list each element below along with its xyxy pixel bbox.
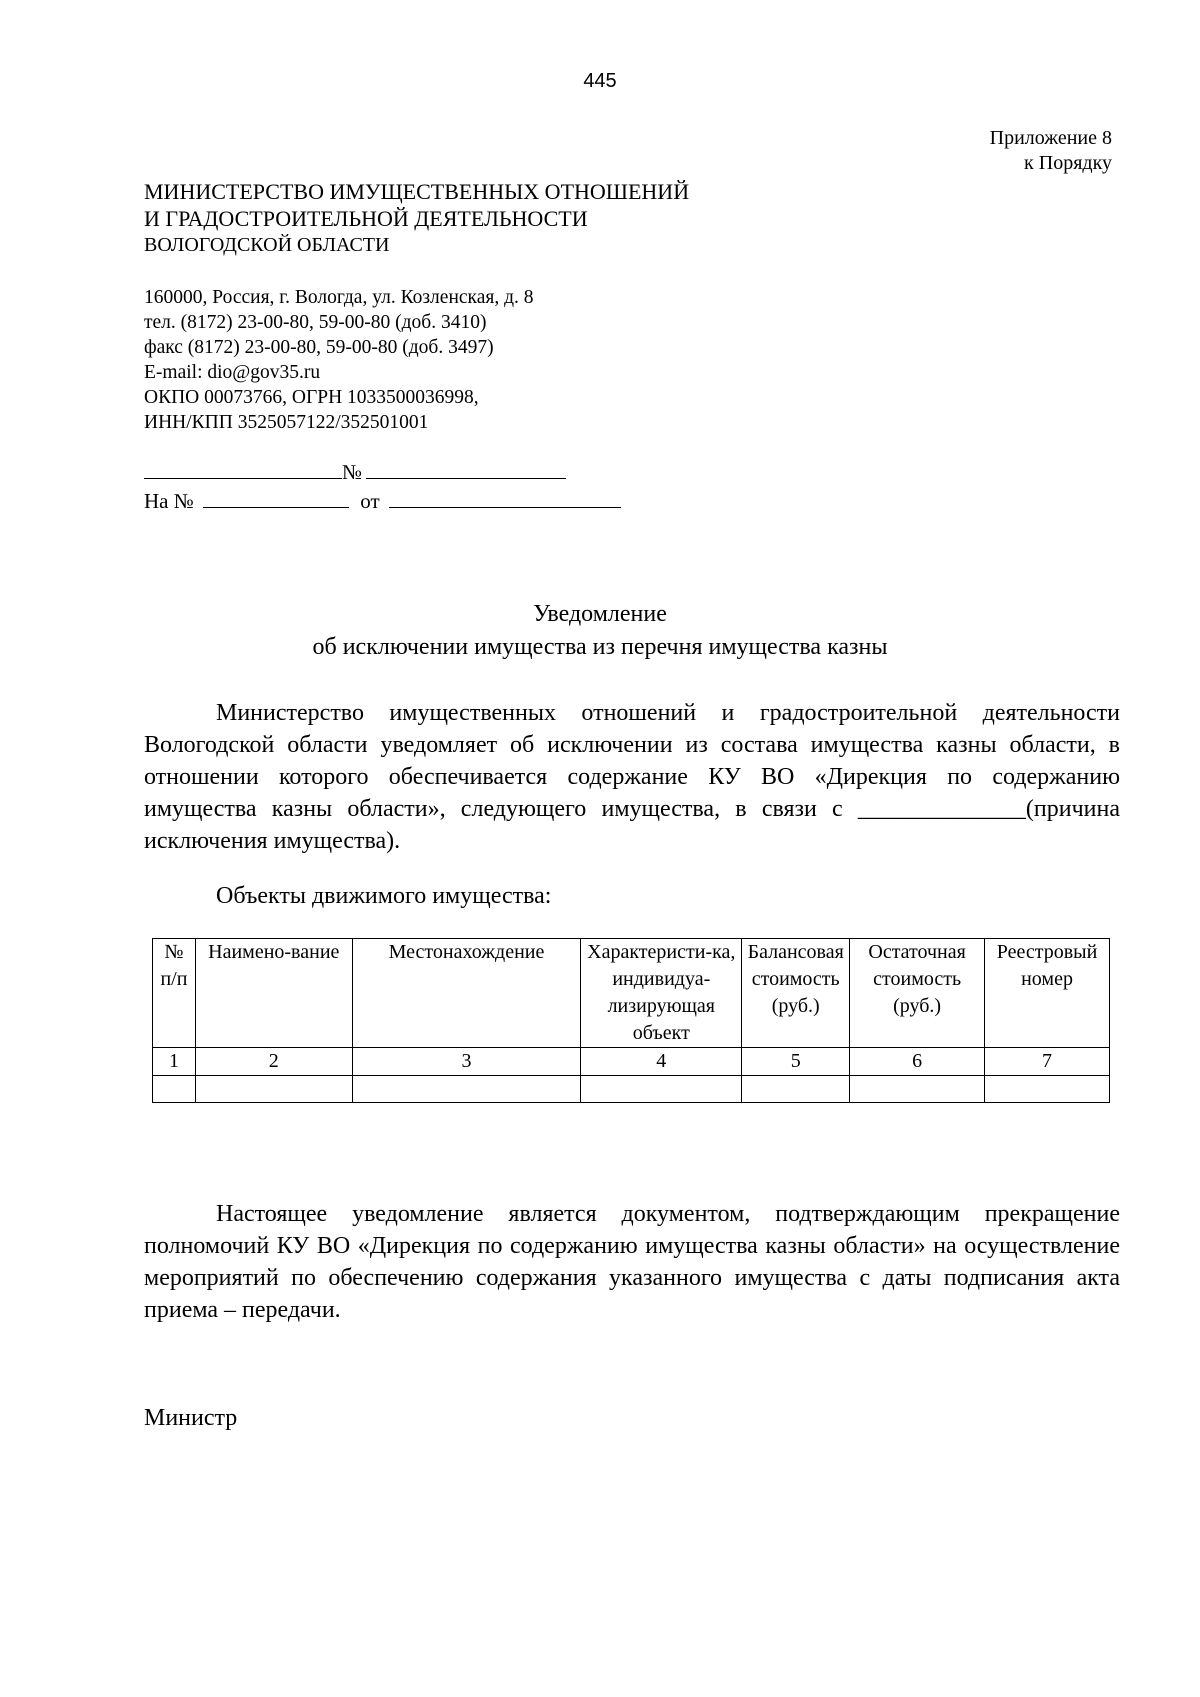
number-blank xyxy=(366,460,566,479)
signature-label: Министр xyxy=(144,1405,238,1431)
header-characteristics: Характеристи-ка, индивидуа-лизирующая объект xyxy=(581,939,742,1048)
title-line-2: об исключении имущества из перечня имущества казны xyxy=(312,634,888,660)
column-number: 4 xyxy=(581,1048,742,1076)
table-cell xyxy=(850,1076,985,1103)
outgoing-number-line xyxy=(144,460,566,484)
table-column-numbers-row xyxy=(153,1048,1110,1076)
title-line-1: Уведомление xyxy=(533,601,667,627)
column-number: 6 xyxy=(850,1048,985,1076)
appendix-note xyxy=(990,126,1112,176)
ministry-line-2: И ГРАДОСТРОИТЕЛЬНОЙ ДЕЯТЕЛЬНОСТИ xyxy=(144,206,588,231)
objects-heading: Объекты движимого имущества: xyxy=(216,883,552,909)
header-book-value: Балансовая стоимость (руб.) xyxy=(742,939,850,1048)
ministry-header xyxy=(144,178,689,259)
na-label: На № xyxy=(144,489,194,513)
table-cell xyxy=(153,1076,196,1103)
contact-phone: тел. (8172) 23-00-80, 59-00-80 (доб. 3410) xyxy=(144,312,487,333)
contact-email: E-mail: dio@gov35.ru xyxy=(144,362,321,383)
appendix-line-1: Приложение 8 xyxy=(989,127,1112,149)
header-registry-number: Реестровый номер xyxy=(985,939,1110,1048)
column-number: 1 xyxy=(153,1048,196,1076)
incoming-number-blank xyxy=(203,489,349,508)
number-sign: № xyxy=(342,460,363,484)
reason-hint: (причина исключения имущества). xyxy=(144,796,1120,854)
from-label: от xyxy=(360,489,380,513)
table-cell xyxy=(195,1076,352,1103)
paragraph-main-text: Министерство имущественных отношений и градостроительной деятельности Вологодской области уведомляет об исключении из состава имущества казны области, в отношении которого обеспечивается содержание КУ ВО «Дирекция по содержанию имущества казны области», следующего имущества, в связи с xyxy=(144,700,1120,822)
table-cell xyxy=(985,1076,1110,1103)
table-cell xyxy=(581,1076,742,1103)
incoming-reference-line xyxy=(144,489,621,513)
header-name: Наимено-вание xyxy=(195,939,352,1048)
page-number: 445 xyxy=(583,70,617,92)
contact-address: 160000, Россия, г. Вологда, ул. Козленская, д. 8 xyxy=(144,287,534,308)
header-residual-value: Остаточная стоимость (руб.) xyxy=(850,939,985,1048)
movable-property-table xyxy=(152,938,1110,1103)
appendix-line-2: к Порядку xyxy=(1024,152,1112,174)
contact-fax: факс (8172) 23-00-80, 59-00-80 (доб. 3497) xyxy=(144,337,494,358)
header-number: № п/п xyxy=(153,939,196,1048)
header-location: Местонахождение xyxy=(352,939,581,1048)
column-number: 3 xyxy=(352,1048,581,1076)
ministry-line-3: ВОЛОГОДСКОЙ ОБЛАСТИ xyxy=(144,234,390,256)
incoming-date-blank xyxy=(389,489,621,508)
reason-blank: ______________ xyxy=(857,796,1026,822)
notification-paragraph xyxy=(144,697,1120,857)
column-number: 2 xyxy=(195,1048,352,1076)
contact-okpo: ОКПО 00073766, ОГРН 1033500036998, xyxy=(144,387,479,408)
table-header-row xyxy=(153,939,1110,1048)
contact-block xyxy=(144,285,534,435)
column-number: 7 xyxy=(985,1048,1110,1076)
column-number: 5 xyxy=(742,1048,850,1076)
ministry-line-1: МИНИСТЕРСТВО ИМУЩЕСТВЕННЫХ ОТНОШЕНИЙ xyxy=(144,179,690,204)
table-row xyxy=(153,1076,1110,1103)
date-blank xyxy=(144,460,342,479)
table-cell xyxy=(742,1076,850,1103)
confirmation-paragraph: Настоящее уведомление является документом, подтверждающим прекращение полномочий КУ ВО «Дирекция по содержанию имущества казны области» на осуществление мероприятий по обеспечению содержания указанного имущества с даты подписания акта приема – передачи. xyxy=(144,1201,1120,1323)
document-title xyxy=(0,598,1200,664)
table-cell xyxy=(352,1076,581,1103)
contact-inn: ИНН/КПП 3525057122/352501001 xyxy=(144,412,429,433)
